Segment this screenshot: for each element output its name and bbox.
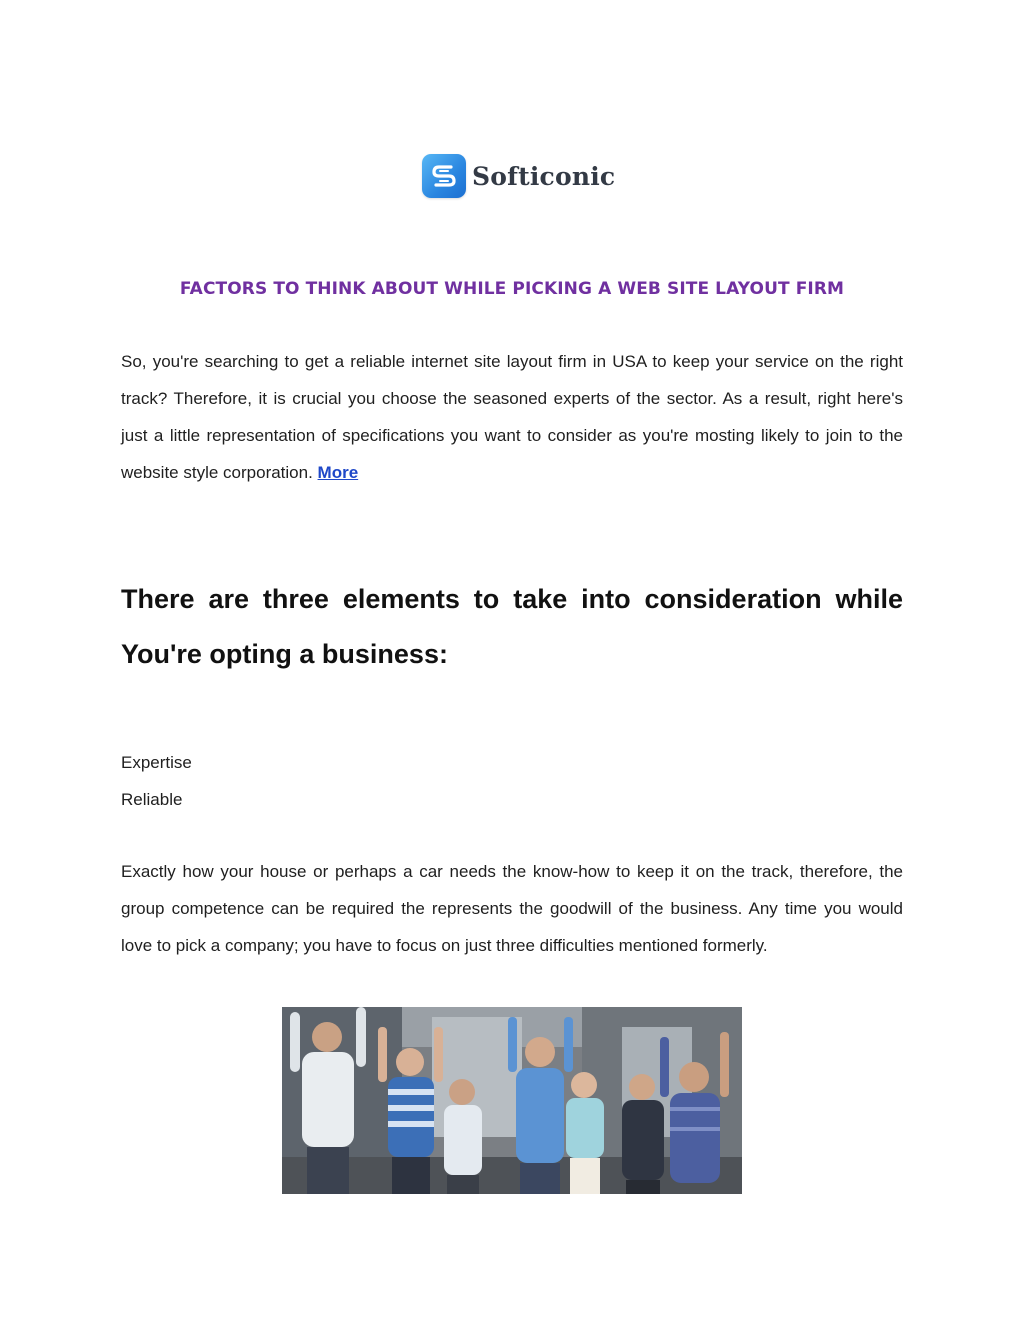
- more-link[interactable]: More: [317, 463, 359, 482]
- brand-name: Softiconic: [472, 161, 616, 191]
- softiconic-logo-icon: [422, 154, 466, 198]
- celebrating-team-photo: [282, 1007, 742, 1194]
- intro-paragraph: [121, 343, 903, 491]
- list-item: Reliable: [121, 790, 183, 809]
- section-heading: There are three elements to take into consideration while You're opting a business:: [121, 584, 903, 669]
- list-item: Expertise: [121, 753, 192, 772]
- intro-text: So, you're searching to get a reliable internet site layout firm in USA to keep your service on the right track? Therefore, it is crucial you choose the seasoned experts of the sector. As a result, right here's just a little representation of specifications you want to consider as you're mosting likely to join to the website style corporation.: [121, 352, 903, 482]
- page-title: FACTORS TO THINK ABOUT WHILE PICKING A WEB SITE LAYOUT FIRM: [179, 279, 845, 299]
- brand-logo: [422, 153, 615, 199]
- factor-list: [121, 744, 192, 818]
- expertise-paragraph: Exactly how your house or perhaps a car needs the know-how to keep it on the track, therefore, the group competence can be required the represents the goodwill of the business. Any time you would love to pick a company; you have to focus on just three difficulties mentioned formerly.: [121, 862, 903, 955]
